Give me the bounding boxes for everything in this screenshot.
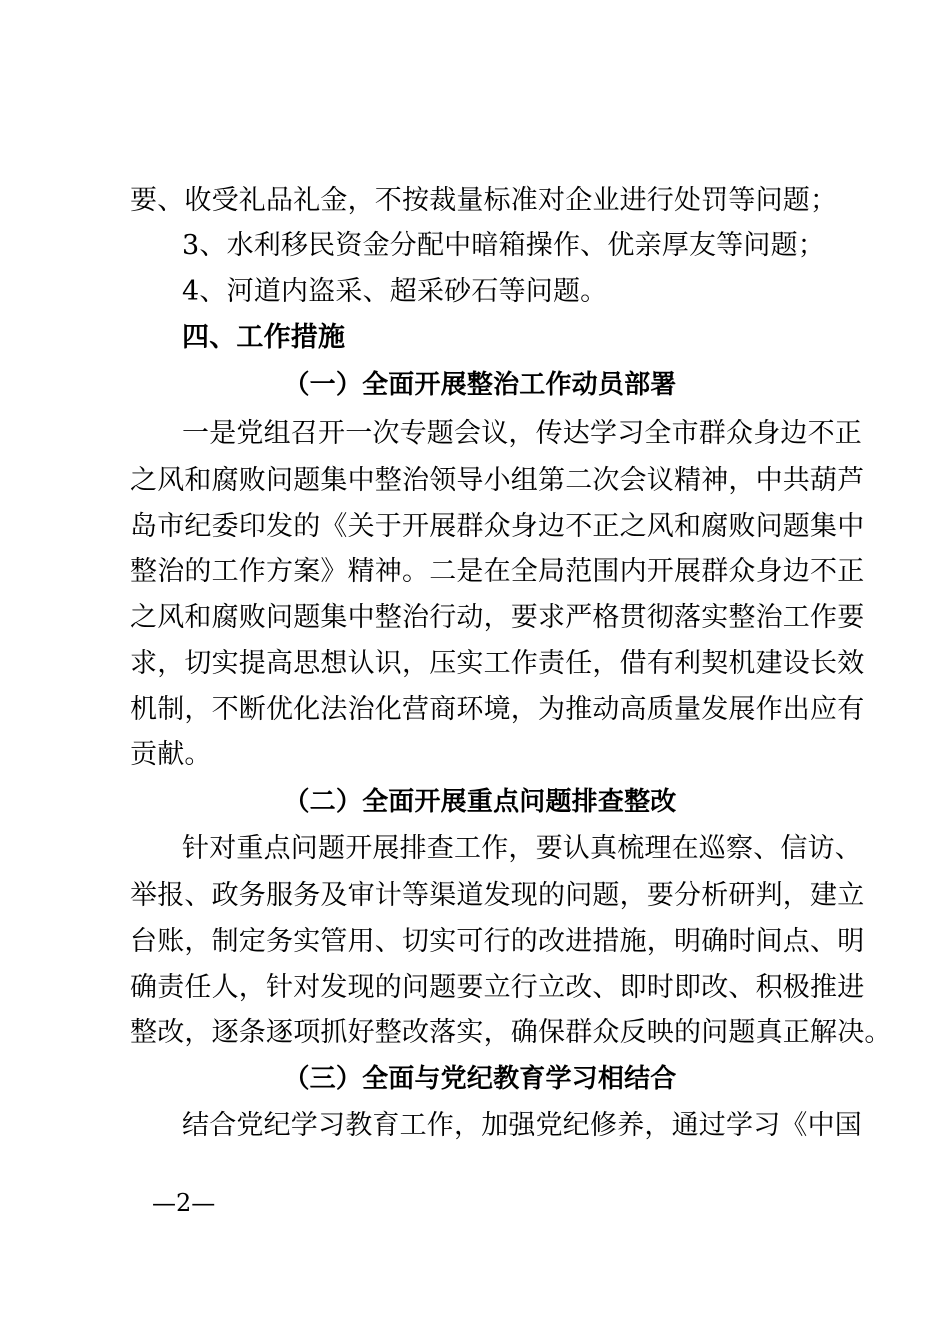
section-heading: 四、工作措施 [182, 322, 346, 353]
page-number: —2— [152, 1189, 216, 1217]
body-line: 岛市纪委印发的《关于开展群众身边不正之风和腐败问题集中 [130, 511, 865, 542]
subsection-heading-1: （一）全面开展整治工作动员部署 [283, 370, 677, 400]
body-line: 整改，逐条逐项抓好整改落实，确保群众反映的问题真正解决。 [130, 1017, 892, 1048]
body-line: 之风和腐败问题集中整治行动，要求严格贯彻落实整治工作要 [130, 602, 865, 633]
subsection-heading-2: （二）全面开展重点问题排查整改 [283, 787, 677, 817]
body-line: 贡献。 [130, 739, 212, 770]
body-line: 确责任人，针对发现的问题要立行立改、即时即改、积极推进 [130, 972, 865, 1003]
body-line: 台账，制定务实管用、切实可行的改进措施，明确时间点、明 [130, 926, 865, 957]
body-line: 要、收受礼品礼金，不按裁量标准对企业进行处罚等问题； [130, 185, 838, 216]
body-line: 求，切实提高思想认识，压实工作责任，借有利契机建设长效 [130, 648, 865, 679]
body-line: 结合党纪学习教育工作，加强党纪修养，通过学习《中国 [182, 1110, 862, 1141]
body-line: 机制，不断优化法治化营商环境，为推动高质量发展作出应有 [130, 694, 865, 725]
body-line: 一是党组召开一次专题会议，传达学习全市群众身边不正 [182, 418, 862, 449]
list-item-4: 4、河道内盗采、超采砂石等问题。 [182, 276, 608, 307]
body-line: 之风和腐败问题集中整治领导小组第二次会议精神，中共葫芦 [130, 465, 865, 496]
body-line: 整治的工作方案》精神。二是在全局范围内开展群众身边不正 [130, 556, 865, 587]
subsection-heading-3: （三）全面与党纪教育学习相结合 [283, 1064, 677, 1094]
body-line: 针对重点问题开展排查工作，要认真梳理在巡察、信访、 [182, 833, 862, 864]
list-item-3: 3、水利移民资金分配中暗箱操作、优亲厚友等问题； [182, 230, 825, 261]
body-line: 举报、政务服务及审计等渠道发现的问题，要分析研判，建立 [130, 880, 865, 911]
